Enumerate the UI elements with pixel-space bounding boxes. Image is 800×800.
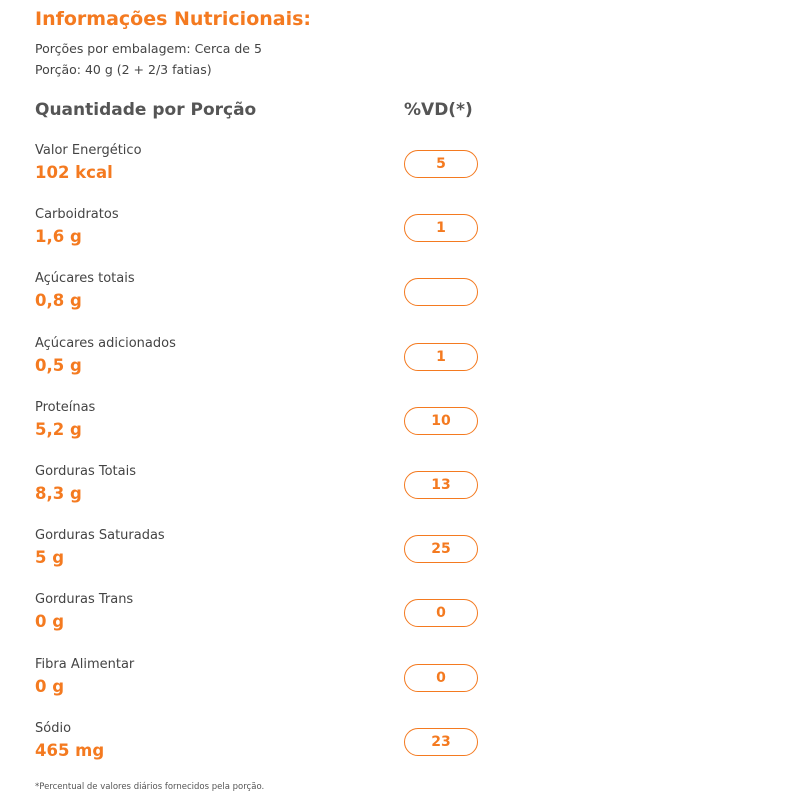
dv-badge: 23	[404, 728, 478, 756]
servings-per-package: Porções por embalagem: Cerca de 5	[35, 41, 262, 56]
nutrient-amount: 5 g	[35, 548, 65, 568]
nutrient-name: Açúcares totais	[35, 271, 135, 287]
nutrient-row-sodium	[0, 718, 800, 782]
nutrient-amount: 465 mg	[35, 740, 105, 760]
quantity-column-header: Quantidade por Porção	[35, 100, 257, 120]
dv-badge: 5	[404, 150, 478, 178]
nutrient-name: Carboidratos	[35, 207, 119, 223]
dv-badge	[404, 278, 478, 306]
nutrient-name: Açúcares adicionados	[35, 335, 176, 351]
nutrient-name: Gorduras Saturadas	[35, 528, 165, 544]
dv-column-header: %VD(*)	[404, 100, 473, 120]
dv-badge: 25	[404, 535, 478, 563]
serving-size: Porção: 40 g (2 + 2/3 fatias)	[35, 62, 212, 77]
nutrient-row-total-fat	[0, 461, 800, 525]
nutrient-row-added-sugars	[0, 333, 800, 397]
nutrient-name: Fibra Alimentar	[35, 656, 135, 672]
nutrient-amount: 8,3 g	[35, 483, 82, 503]
nutrient-list	[0, 140, 800, 782]
nutrient-row-proteins	[0, 397, 800, 461]
nutrient-row-carbohydrates	[0, 204, 800, 268]
nutrient-name: Sódio	[35, 720, 72, 736]
dv-badge: 0	[404, 664, 478, 692]
nutrient-row-energy	[0, 140, 800, 204]
nutrient-name: Proteínas	[35, 399, 96, 415]
dv-badge: 13	[404, 471, 478, 499]
nutrient-row-total-sugars	[0, 268, 800, 332]
nutrient-name: Gorduras Totais	[35, 463, 136, 479]
nutrient-amount: 5,2 g	[35, 419, 82, 439]
nutrient-name: Gorduras Trans	[35, 592, 134, 608]
nutrient-amount: 0,5 g	[35, 355, 82, 375]
dv-badge: 1	[404, 343, 478, 371]
nutrient-amount: 0,8 g	[35, 291, 82, 311]
nutrient-amount: 0 g	[35, 676, 65, 696]
nutrient-amount: 102 kcal	[35, 163, 113, 182]
nutrient-row-saturated-fat	[0, 525, 800, 589]
page-title: Informações Nutricionais:	[35, 8, 312, 30]
dv-badge: 1	[404, 214, 478, 242]
dv-badge: 0	[404, 599, 478, 627]
dv-badge: 10	[404, 407, 478, 435]
nutrient-amount: 1,6 g	[35, 227, 82, 247]
footnote: *Percentual de valores diários fornecidos pela porção.	[35, 782, 265, 792]
nutrient-name: Valor Energético	[35, 143, 142, 158]
nutrient-row-dietary-fiber	[0, 654, 800, 718]
nutrient-row-trans-fat	[0, 589, 800, 653]
nutrient-amount: 0 g	[35, 612, 65, 632]
